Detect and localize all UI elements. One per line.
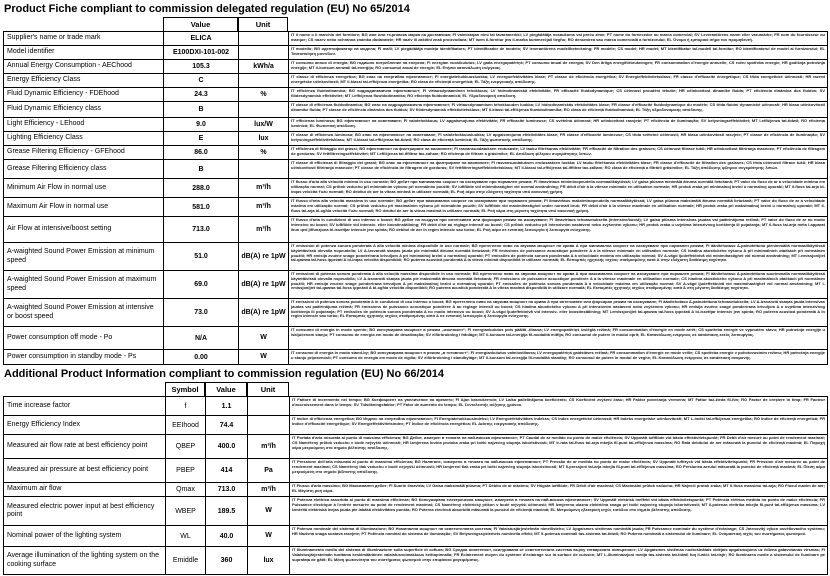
fiche-table-header — [163, 17, 828, 32]
table-row — [4, 32, 828, 46]
row-unit: W — [239, 350, 289, 365]
row-description: IT il nome o il marchio del fornitore; BG име или търговска марка на доставчика; FI valmistajan nimi tai tavaramerkki; LV piegādātāja nosaukums vai preču zīme; PT nome do fornecedor ou marca comercial; SV Leverantörens namn eller varumärke; FR nom du fournisseur ou marque; CS název nebo ochranná známka dodavatele; HR naziv ili zaštitni znak proizvođača; MT isem il-fornitur jew il-marka kummerċjali tiegħu; RO denumirea sau marca comercială a furnizorului; EL Όνομα ή εμπορικό σήμα του προμηθευτή. — [289, 32, 828, 46]
fiche-table — [3, 31, 828, 365]
row-value: 105.3 — [164, 60, 239, 74]
row-label: A-waighted Sound Power Emission at maximum speed — [4, 271, 164, 299]
row-description: IT classe di efficienza fluidodinamica; BG клас на хидродинамична ефективност; FI virtausdynaamisen tehokkuuden luokka; LV hidrodinamiskās efektivitātes klase; FR classe d'efficacité fluidodynamique du modèle; CS třída fluidní dynamické účinnosti; HR klasa učinkovitosti dinamike fluida; PT classe de eficiência dinâmica dos fluidos; SV flödesdynamisk effektivitetsklass; MT il-klassi tal-effiċjenza fluwidodinamika; RO clasa de eficiență fluidodinamică; EL Τάξη υδροδυναμικής απόδοσης. — [289, 102, 828, 118]
row-unit: m³/h — [248, 483, 290, 497]
row-description: IT emissioni di potenza sonora ponderata A in condizioni di uso intenso o boost; BG претеглено ниво на звукова мощност по крива А при интензивен или форсиран режим на изсмукване; FI äänitehotaso A-painotettuna tehoasetuksella; LV A-izsvarotā skaņas jauda intensīvas jaudas vai paātrinājuma režīmā; FR émissions de puissance acoustique pondérée A au réglage intensif ou boost; CS hladina akustického výkonu A při intenzivním nastavení nebo zvýšeném výkonu; HR emisija zvučne snage ponderirana krivuljom A u uvjetima intenzivnog korištenja ili pojačanja; PT emissões de potência sonora ponderada A no modo intensivo ou boost; SV A-vägd ljudeffektnivå vid intensiv- eller boostinställning; MT l-emissjonijiet tal-qawwa tal-ħoss ippeżati A bl-issettjar intensiv jew spinta; RO puterea acustică ponderată A în regim intensiv sau turbo; EL Εκπομπές ηχητικής ισχύος σταθμισμένης κατά Α σε εντατική λειτουργία ή λειτουργία ενίσχυσης. — [289, 299, 828, 327]
row-value: 189.5 — [206, 497, 248, 526]
row-label: Measured electric power input at best efficiency point — [4, 497, 166, 526]
row-label: Air Flow at intensive/boost setting — [4, 217, 164, 243]
row-symbol: QBEP — [166, 435, 206, 459]
row-value: E — [164, 132, 239, 146]
row-label: A-waighted Sound Power Emission at intensive or boost speed — [4, 299, 164, 327]
row-value: C — [164, 74, 239, 88]
row-unit: Pa — [248, 459, 290, 483]
row-unit — [248, 416, 290, 435]
row-unit: m³/h — [239, 198, 289, 217]
table-row — [4, 160, 828, 179]
row-label: Fluid Dynamic Efficiency class — [4, 102, 164, 118]
row-unit: dB(A) re 1pW — [239, 271, 289, 299]
row-label: Fluid Dynamic Efficiency - FDEhood — [4, 88, 164, 102]
row-description: IT emissioni di potenza sonora ponderata A alla velocità massima disponibile in uso normale; BG претеглено ниво на звукова мощност по крива А при максимална скорост на изсмукване при нормален режим; FI äänitehotaso A-painotettuna suurimmalla normaalikäytössä käytettävissä olevalla nopeudella; LV A-izsvarotā skaņas jauda pie maksimālā ātruma normālā lietošanā; FR émissions de puissance acoustique pondérée A à la vitesse maximale en utilisation normale; CS hladina akustického výkonu A při maximálních otáčkách při normálním použití; HR emisija zvučne snage ponderirana krivuljom A pri maksimalnoj brzini u normalnoj uporabi; PT emissões de potência sonora ponderada A à velocidade máxima em utilização normal; SV A-vägd ljudeffektnivå vid maximihastighet vid normal användning; MT l-emissjonijiet tal-qawwa tal-ħoss ippeżati A bl-ogħla veloċità disponibbli; RO puterea acustică ponderată A la viteza maximă disponibilă în utilizare normală; EL Εκπομπές ηχητικής ισχύος σταθμισμένης κατά Α στη μέγιστη διαθέσιμη ταχύτητα. — [289, 271, 828, 299]
row-label: Lighting Efficiency Class — [4, 132, 164, 146]
table-row — [4, 132, 828, 146]
row-description: IT efficienza di filtraggio dei grassi; BG ефективност на филтриране на мазнините; FI rasvansuodatuksen erotusaste; LV tauku filtrēšanas efektivitāte; FR efficacité de filtration des graisses; CS účinnost filtrace tuků; HR učinkovitost filtriranja masnoće; PT eficiência de filtragem de gorduras; SV fettfiltreringseffektivitet; MT l-effiċjenza tal-iffiltrar tax-xaħam; RO eficiența de filtrare a grăsimilor; EL Απόδοση φίλτρου συγκράτησης λιπών. — [289, 146, 828, 160]
table-row — [4, 146, 828, 160]
row-description: IT flusso d'aria alla velocità massima in uso normale; BG дебит при максимална скорост на изсмукване при нормален режим; FI ilmavirtaus maksiminopeudella normaalikäytössä; LV gaisa plūsma maksimālā ātruma normālā lietošanā; PT valor do fluxo de ar à velocidade máxima em utilização normal; CS průtok vzduchu při maximálním výkonu při normálním použití; SV luftflöde vid maximihastighet under normalt bruk; FR débit d'air à la vitesse maximale en utilisation normale; HR protok zraka pri maksimalnoj brzini u normalnoj uporabi; MT il-fluss tal-arja bl-ogħla veloċità f'użu normali; RO debitul de aer la viteza maximă în utilizare normală; EL Ροή αέρα στη μέγιστη ταχύτητα υπό κανονική χρήση. — [289, 198, 828, 217]
row-value: 360 — [206, 547, 248, 575]
table-row — [4, 435, 828, 459]
row-value: ELICA — [164, 32, 239, 46]
row-symbol: EEIhood — [166, 416, 206, 435]
row-description: IT Flusso d'aria massimo; BG Максимален дебит; FI Suurin ilmavirta; LV Gaisa maksimālā plūsma; PT Débito de ar máximo; SV Högsta luftflöde; FR Débit d'air maximal; CS Maximální průtok vzduchu; HR Najveći protok zraka; MT Il-fluss massimu tal-arja; RO Fluxul maxim de aer; EL Μέγιστη ροή αέρα. — [290, 483, 828, 497]
row-description: IT efficienza fluidodinamica; BG хидродинамична ефективност; FI virtausdynaaminen tehokkuus; LV hidrodinamiskā efektivitāte; FR efficacité fluidodynamique; CS účinnost proudění tekutin; HR učinkovitost dinamike fluida; PT eficiência dinâmica dos fluidos; SV flödesdynamisk effektivitet; MT l-effiċjenza fluwidodinamika; RO eficiența fluidodinamică; EL Υδροδυναμική απόδοση. — [289, 88, 828, 102]
row-label: Annual Energy Consumption - AEChood — [4, 60, 164, 74]
row-description: IT Pressione dell'aria misurata al punto di massima efficienza; BG Налягане, измерено в точката на най-висока ефективност; PT Pressão de ar medida no ponto de maior eficiência; SV Uppmätt lufttryck vid bästa effektivitetspunkt; FR Pression d'air mesurée au point de rendement maximal; CS Naměřený tlak vzduchu v bodě nejvyšší účinnosti; HR Izmjereni tlak zraka pri točki najvećeg stupnja iskoristivosti; MT Il-pressjoni tal-arja mkejla fil-punt tal-effiċjenza massima; RO Presiunea aerului măsurată la punctul de eficiență maximă; EL Πίεση αέρα μετρούμενη στο σημείο βέλτιστης απόδοσης. — [290, 459, 828, 483]
row-label: Grease Filtering Efficiency - GFEhood — [4, 146, 164, 160]
column-header-unit: Unit — [238, 17, 288, 32]
table-row — [4, 46, 828, 60]
row-value: B — [164, 102, 239, 118]
row-description: IT classe di efficienza energetica; BG клас на енергийна ефективност; FI energiatehokkuusluokka; LV energoefektivitātes klase; PT classe de eficiência energética; SV Energieffektivitetsklass; FR classe d'efficacité énergétique; CS třída energetické účinnosti; HR razred energetske učinkovitosti; MT il-klassi tal-effiċjenza enerġetika; RO clasa de eficiență energetică; EL Τάξη ενεργειακής απόδοσης. — [289, 74, 828, 88]
row-symbol: Qmax — [166, 483, 206, 497]
column-header-value: Value — [205, 382, 247, 397]
row-unit: m³/h — [239, 179, 289, 198]
row-value: 69.0 — [164, 271, 239, 299]
row-label: Maximum Air Flow in normal use — [4, 198, 164, 217]
row-unit: lux/W — [239, 118, 289, 132]
row-unit: kWh/a — [239, 60, 289, 74]
table-row — [4, 350, 828, 365]
row-description: IT consumo di energia in modo stand-by; BG консумирана мощност в режим „в готовност“; FI energiankulutus valmiustilassa; LV energopatēriņš gaidstāves režīmā; FR consommation d'énergie en mode veille; CS spotřeba energie v pohotovostním režimu; HR potrošnja energije u stanju pripravnosti; PT consumo de energia em modo de vigília; SV elförbrukning i standbyläge; MT il-konsum tal-enerġija fil-modalità standby; RO consumul de putere în modul de veghe; EL Κατανάλωση ενέργειας σε κατάσταση αναμονής. — [289, 350, 828, 365]
row-value: 1.1 — [206, 397, 248, 416]
table-row — [4, 88, 828, 102]
table-row — [4, 179, 828, 198]
row-unit — [239, 160, 289, 179]
row-label: Time increase factor — [4, 397, 166, 416]
row-label: Average illumination of the lighting system on the cooking surface — [4, 547, 166, 575]
row-symbol: f — [166, 397, 206, 416]
row-value: 288.0 — [164, 179, 239, 198]
row-label: Measured air pressure at best efficiency point — [4, 459, 166, 483]
table-row — [4, 299, 828, 327]
table-row — [4, 60, 828, 74]
row-label: Energy Efficiency Class — [4, 74, 164, 88]
table-row — [4, 547, 828, 575]
row-description: IT classe di efficienza di filtraggio dei grassi; BG клас на ефективност на филтриране на мазнините; FI rasvansuodatuksen erotusasteen luokka; LV tauku filtrēšanas efektivitātes klase; FR classe d'efficacité de filtration des graisses; CS třída účinnosti filtrace tuků; HR klasa učinkovitosti filtriranja masnoće; PT classe de eficiência de filtragem de gorduras; SV fettfiltreringseffektivitetsklass; MT il-klassi tal-effiċjenza tal-iffiltrar tax-xaħam; RO clasa de eficiență a filtrării grăsimilor; EL Τάξη απόδοσης φίλτρου συγκράτησης λιπών. — [289, 160, 828, 179]
row-value: 73.0 — [164, 299, 239, 327]
table-row — [4, 483, 828, 497]
table-row — [4, 102, 828, 118]
row-label: Grease Filtering Efficiency class — [4, 160, 164, 179]
row-unit: % — [239, 146, 289, 160]
row-unit: dB(A) re 1pW — [239, 299, 289, 327]
row-label: Minimum Air Flow in normal use — [4, 179, 164, 198]
row-unit — [248, 397, 290, 416]
row-value: 86.0 — [164, 146, 239, 160]
row-description: IT Fattore di incremento nel tempo; BG Коефициент на увеличение на времето; FI Ajan kasvukerroin; LV Laika palielinājuma koeficients; CS Koeficient zvýšení času; HR Faktor povećanja vremena; MT Fattur taż-żieda fil-ħin; RO Factor de creștere în timp; FR Facteur d'accroissement dans le temps; SV Tidsökningsfaktor; PT Fator de aumento do tempo; EL Συντελεστής αύξησης χρόνου. — [290, 397, 828, 416]
row-label: Supplier's name or trade mark — [4, 32, 164, 46]
table-row — [4, 497, 828, 526]
row-description: IT Portata d'aria misurata al punto di massima efficienza; BG Дебит, измерен в точката на най-висока ефективност; PT Caudal de ar medido no ponto de maior eficiência; SV Uppmätt luftflöde vid bästa effektivitetspunkt; FR Débit d'air mesuré au point de rendement maximal; CS Naměřený průtok vzduchu v bodě nejvyšší účinnosti; HR Izmjerena brzina protoka zraka pri točki najvećeg stupnja iskoristivosti; MT Ir-rata tal-fluss tal-arja mkejla fil-punt tal-effiċjenza massima; RO Rata debitului de aer măsurată la punctul de eficiență maximă; EL Παροχή αέρα μετρούμενη στο σημείο βέλτιστης απόδοσης. — [290, 435, 828, 459]
row-value: 74.4 — [206, 416, 248, 435]
row-description: IT Potenza elettrica assorbita al punto di massima efficienza; BG Консумирана електрическа мощност, измерена в точката на най-висока ефективност; SV Uppmätt elektrisk ineffekt vid bästa effektivitetspunkt; PT Potência elétrica medida no ponto de maior eficiência; FR Puissance électrique à l'entrée mesurée au point de rendement maximal; CS Naměřený elektrický příkon v bodě nejvyšší účinnosti; HR Izmjerena ulazna električna snaga pri točki najvećeg stupnja iskoristivosti; MT Il-potenza elettrika mkejla fil-punt tal-effiċjenza massima; LV Izmērītā elektriskā ieejas jauda pie labākā efektivitātes punkta; RO Puterea electrică absorbită măsurată la punctul de eficiență maximă; EL Μετρούμενη ηλεκτρική ισχύς εισόδου στο σημείο βέλτιστης απόδοσης. — [290, 497, 828, 526]
row-label: Power consumption in standby mode - Ps — [4, 350, 164, 365]
table-row — [4, 459, 828, 483]
table-row — [4, 243, 828, 271]
table-row — [4, 526, 828, 547]
table-row — [4, 397, 828, 416]
column-header-value: Value — [163, 17, 238, 32]
row-value: 0.00 — [164, 350, 239, 365]
additional-table-header — [165, 382, 828, 397]
row-description: IT efficienza luminosa; BG ефективност на осветяване; FI valotehokkuus; LV apgaismojuma efektivitāte; FR efficacité lumineuse; CS světelná účinnost; HR učinkovitost rasvjete; PT eficiência de iluminação; SV belysningseffektivitet; MT l-effiċjenza tat-tidwil; RO eficiența luminică; EL Φωτιστική απόδοση. — [289, 118, 828, 132]
row-description: IT Potenza nominale del sistema di illuminazione; BG Номинална мощност на осветителната система; FI Valaistusjärjestelmän nimellisteho; LV Apgaismes sistēmas nominālā jauda; FR Puissance nominale du système d'éclairage; CS Jmenovitý výkon osvětlovacího systému; HR Nazivna snaga sustava rasvjete; PT Potência nominal do sistema de iluminação; SV Belysningssystemets nominella effekt; MT Il-potenza nominali tas-sistema tat-tidwil; RO Puterea nominală a sistemului de iluminare; EL Ονομαστική ισχύς του συστήματος φωτισμού. — [290, 526, 828, 547]
additional-table — [3, 396, 828, 575]
row-symbol: WBEP — [166, 497, 206, 526]
row-unit: % — [239, 88, 289, 102]
row-unit: W — [239, 327, 289, 350]
table-row — [4, 74, 828, 88]
row-value: 24.3 — [164, 88, 239, 102]
row-description: IT classe di efficienza luminosa; BG клас на ефективност на осветяване; FI valotehokkuusluokka; LV apgaismojuma efektivitātes klase; FR classe d'efficacité lumineuse; CS třída světelné účinnosti; HR klasa učinkovitosti rasvjete; PT classe de eficiência de iluminação; SV belysningseffektivitetsklass; MT il-klassi tal-effiċjenza tat-tidwil; RO clasa de eficiență luminică; EL Τάξη φωτιστικής απόδοσης. — [289, 132, 828, 146]
row-value: B — [164, 160, 239, 179]
row-description: IT consumo annuo di energia; BG годишно потребление на енергия; FI energian vuosikulutus; LV gada energopatēriņš; PT consumo anual de energia; SV Den årliga energiförbrukningen; FR consommation d'énergie annuelle; CS roční spotřeba energie; HR godišnja potrošnja energije; MT il-konsum annwali tal-enerġija; RO consumul anual de energie; EL Ετήσια κατανάλωση ενέργειας. — [289, 60, 828, 74]
row-description: IT flusso d'aria alla velocità minima in uso normale; BG дебит при минимална скорост на изсмукване при нормален режим; FI ilmavirtaus miniminopeudella normaalikäytössä; LV gaisa plūsma minimālā ātruma normālā lietošanā; PT valor do fluxo de ar à velocidade mínima em utilização normal; CS průtok vzduchu při minimálním výkonu při normálním použití; SV luftflöde vid minimihastighet vid normal användning; FR débit d'air à la vitesse minimale en utilisation normale; HR protok zraka pri minimalnoj brzini u normalnoj uporabi; MT il-fluss tal-arja bl-inqas veloċità f'użu normali; RO debitul de aer la viteza minimă în utilizare normală; EL Ροή αέρα στην ελάχιστη ταχύτητα υπό κανονική χρήση. — [289, 179, 828, 198]
row-value: 51.0 — [164, 243, 239, 271]
section-title-additional: Additional Product Information compliant to commission regulation (EU) No 66/2014 — [4, 368, 445, 380]
row-symbol: WL — [166, 526, 206, 547]
row-unit: m³/h — [239, 217, 289, 243]
table-row — [4, 416, 828, 435]
row-unit: lux — [248, 547, 290, 575]
row-value: 581.0 — [164, 198, 239, 217]
column-header-symbol: Symbol — [165, 382, 205, 397]
row-description: IT modello; BG идентификатор на модела; FI malli; LV piegādātāja modeļa identifikators; PT identificador de modelo; SV leverantörens modellbeteckning; FR modèle; CS model; HR model; MT Identifikatur tal-mudell tal-fornitur; RO identificatorul de model al furnizorului; EL Ταυτοποίηση μοντέλου. — [289, 46, 828, 60]
row-symbol: PBEP — [166, 459, 206, 483]
row-unit — [239, 46, 289, 60]
row-value: 713.0 — [206, 483, 248, 497]
row-description: IT emissioni di potenza sonora ponderata A alla velocità minima disponibile in uso normale; BG претеглено ниво на звукова мощност по крива А при минимална скорост на изсмукване при нормален режим; FI äänitehotaso A-painotettuna pienimmällä normaalikäytössä käytettävissä olevalla nopeudella; LV A-izsvarotā skaņas jauda pie minimālā ātruma normālā lietošanā; FR émissions de puissance acoustique pondérée A à la vitesse minimale en utilisation normale; CS hladina akustického výkonu A při minimálních otáčkách při normálním použití; HR emisija zvučne snage ponderirana krivuljom A pri minimalnoj brzini u normalnoj uporabi; PT emissões de potência sonora ponderada A à velocidade mínima em utilização normal; SV A-vägd ljudeffektnivå vid minimihastighet vid normal användning; MT l-emissjonijiet tal-qawwa tal-ħoss ippeżati A bl-inqas veloċità disponibbli; RO puterea acustică ponderată A la viteza minimă disponibilă în utilizare normală; EL Εκπομπές ηχητικής ισχύος σταθμισμένης κατά Α στην ελάχιστη διαθέσιμη ταχύτητα. — [289, 243, 828, 271]
row-description: IT consumo di energia in modo spento; BG консумирана мощност в режим „изключен“; FI energiankulutus pois päältä -tilassa; LV energopatēriņš izslēgtā režīmā; FR consommation d'énergie en mode arrêt; CS spotřeba energie ve vypnutém stavu; HR potrošnja energije u isključenom stanju; PT consumo de energia em modo de desativação; SV elförbrukning i frånläge; MT il-konsum tal-enerġija fil-modalità mitfija; RO consumul de putere în modul oprit; EL Κατανάλωση ενέργειας σε κατάσταση εκτός λειτουργίας. — [289, 327, 828, 350]
column-header-unit: Unit — [247, 382, 289, 397]
row-label: Model identifier — [4, 46, 164, 60]
row-label: Light Efficiency - LEhood — [4, 118, 164, 132]
row-label: A-waighted Sound Power Emission at minimum speed — [4, 243, 164, 271]
row-value: 713.0 — [164, 217, 239, 243]
table-row — [4, 198, 828, 217]
row-description: IT Indice di efficienza energetica; BG Индекс на енергийна ефективност; FI Energiatehokkuusindeksi; LV Energoefektivitātes indekss; CS Index energetické účinnosti; HR Indeks energetske učinkovitosti; MT L-Indiċi tal-effiċjenza enerġetika; RO Indice de eficiență energetică; FR Indice d'efficacité énergétique; SV Energieffektivitetsindex; PT Índice de eficiência energética; EL Δείκτης ενεργειακής απόδοσης. — [290, 416, 828, 435]
row-description: IT Illuminamento medio del sistema di illuminazione sulla superficie di cottura; BG Средна осветеност, осигурявана от осветителната система върху готварската повърхност; LV Apgaismes sistēmas nodrošinātais vidējais apgaismojums uz ēdiena gatavošanas virsmas; FI Valaistusjärjestelmän tuottama keskimääräinen valaistusvoimakkuus keittopinnalla; FR Éclairement moyen du système d'éclairage sur la surface de cuisson; MT L-illuminazzjoni medja tas-sistema tat-tidwil fuq il-wiċċ tat-tisjir; RO Iluminarea medie a sistemului de iluminare pe suprafața de gătit; EL Μέση φωτεινότητα του συστήματος φωτισμού στην επιφάνεια μαγειρέματος. — [290, 547, 828, 575]
row-value: N/A — [164, 327, 239, 350]
row-label: Nominal power of the lighting system — [4, 526, 166, 547]
table-row — [4, 327, 828, 350]
row-unit: dB(A) re 1pW — [239, 243, 289, 271]
row-unit — [239, 102, 289, 118]
section-title-fiche: Product Fiche compliant to commission delegated regulation (EU) No 65/2014 — [4, 3, 410, 15]
row-value: 400.0 — [206, 435, 248, 459]
row-value: E100DXI-101-002 — [164, 46, 239, 60]
row-label: Maximum air flow — [4, 483, 166, 497]
row-symbol: Emiddle — [166, 547, 206, 575]
row-label: Power consumption off mode - Po — [4, 327, 164, 350]
row-value: 40.0 — [206, 526, 248, 547]
row-value: 414 — [206, 459, 248, 483]
row-unit: m³/h — [248, 435, 290, 459]
row-label: Energy Efficiency Index — [4, 416, 166, 435]
row-unit — [239, 32, 289, 46]
table-row — [4, 217, 828, 243]
row-unit — [239, 74, 289, 88]
row-value: 9.0 — [164, 118, 239, 132]
row-label: Measured air flow rate at best efficiency point — [4, 435, 166, 459]
table-row — [4, 118, 828, 132]
table-row — [4, 271, 828, 299]
row-unit: W — [248, 526, 290, 547]
row-unit: W — [248, 497, 290, 526]
row-description: IT flusso d'aria in condizioni di uso intenso o boost; BG дебит на въздуха при интензивен или форсиран режим на изсмукване; FI ilmavirtaus tehoasetuksella (intensive/boost); LV gaisa plūsma intensīvas jaudas vai paātrinājuma režīmā; PT valor do fluxo de ar no modo intensivo ou boost; SV luftflöde vid intensiv- eller boostinställning; FR débit d'air au réglage intensif ou boost; CS průtok vzduchu při intenzivním nastavení nebo zvýšeném výkonu; HR protok zraka u uvjetima intenzivnog korištenja ili pojačanja; MT il-fluss tal-arja meta l-apparat ikun qed jiffunzjona bl-issettjar intensiv jew spinta; RO debitul de aer în regim intensiv sau turbo; EL Ροή αέρα σε εντατική λειτουργία ή λειτουργία ενίσχυσης. — [289, 217, 828, 243]
row-unit: lux — [239, 132, 289, 146]
